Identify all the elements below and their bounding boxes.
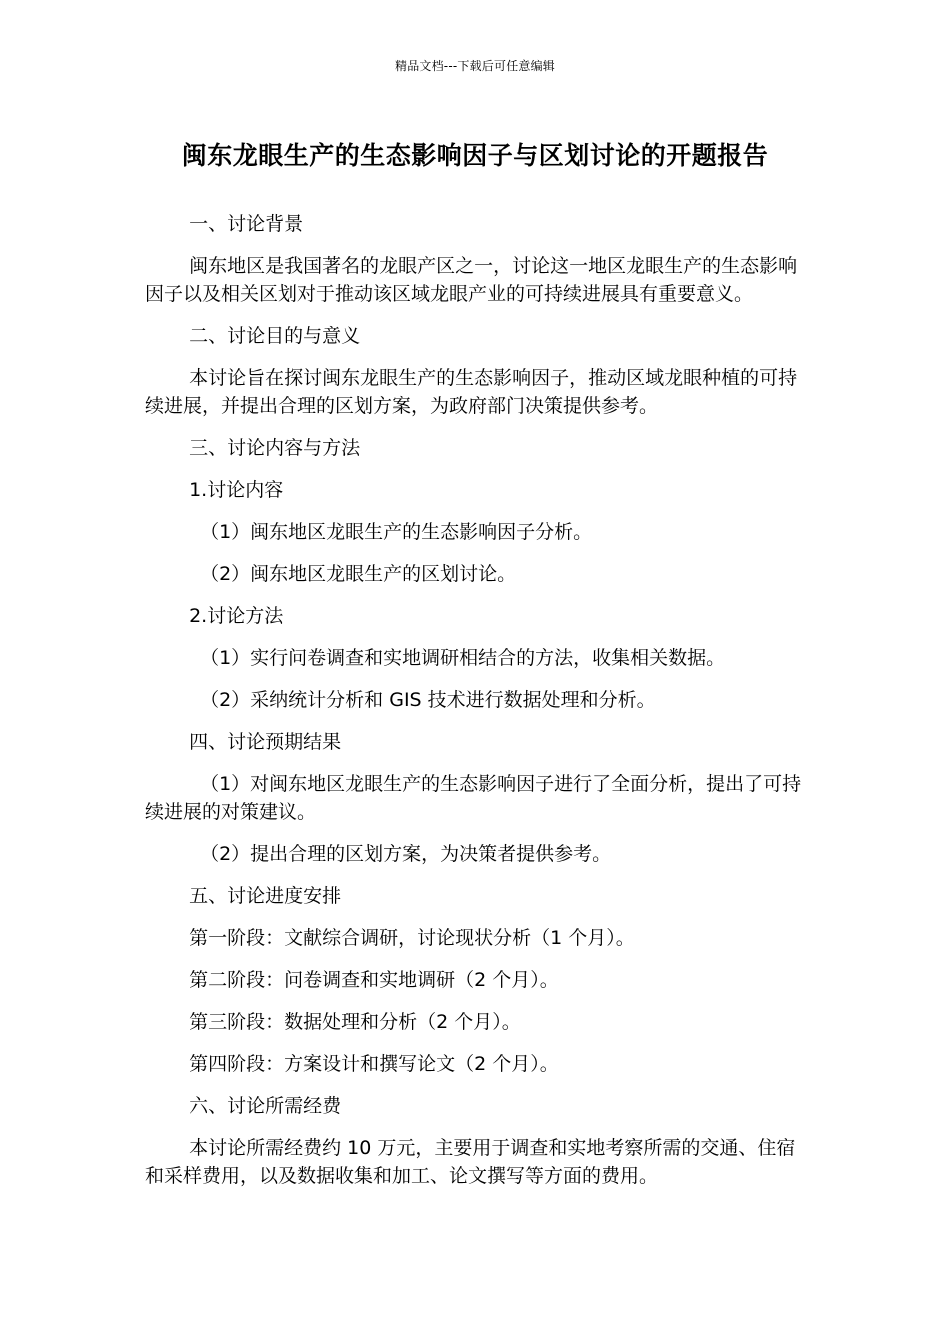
schedule-item: 第二阶段：问卷调查和实地调研（2 个月）。 [189,969,559,991]
section-heading-budget: 六、讨论所需经费 [189,1095,342,1117]
schedule-item: 第四阶段：方案设计和撰写论文（2 个月）。 [189,1053,559,1075]
list-item: （1）闽东地区龙眼生产的生态影响因子分析。 [200,521,593,543]
subheading-method: 2.讨论方法 [189,605,284,627]
schedule-item: 第一阶段：文献综合调研，讨论现状分析（1 个月）。 [189,927,635,949]
schedule-item: 第三阶段：数据处理和分析（2 个月）。 [189,1011,521,1033]
list-item: （2）提出合理的区划方案，为决策者提供参考。 [200,843,612,865]
section-heading-content-method: 三、讨论内容与方法 [189,437,361,459]
list-item: （1）对闽东地区龙眼生产的生态影响因子进行了全面分析，提出了可持续进展的对策建议。 [145,773,802,823]
list-item: （2）采纳统计分析和 GIS 技术进行数据处理和分析。 [200,689,656,711]
list-item: （2）闽东地区龙眼生产的区划讨论。 [200,563,517,585]
section-heading-purpose: 二、讨论目的与意义 [189,325,361,347]
list-item: （1）实行问卷调查和实地调研相结合的方法，收集相关数据。 [200,647,726,669]
section-heading-background: 一、讨论背景 [189,213,304,235]
header-note: 精品文档---下载后可任意编辑 [395,59,555,73]
paragraph-background: 闽东地区是我国著名的龙眼产区之一，讨论这一地区龙眼生产的生态影响因子以及相关区划对于推动该区域龙眼产业的可持续进展具有重要意义。 [145,255,798,305]
document-body [145,210,807,1204]
subheading-content: 1.讨论内容 [189,479,284,501]
document-title: 闽东龙眼生产的生态影响因子与区划讨论的开题报告 [181,141,769,170]
paragraph-purpose: 本讨论旨在探讨闽东龙眼生产的生态影响因子，推动区域龙眼种植的可持续进展，并提出合理的区划方案，为政府部门决策提供参考。 [145,367,798,417]
paragraph-budget: 本讨论所需经费约 10 万元，主要用于调查和实地考察所需的交通、住宿和采样费用，以及数据收集和加工、论文撰写等方面的费用。 [145,1137,796,1187]
section-heading-expected-results: 四、讨论预期结果 [189,731,342,753]
section-heading-schedule: 五、讨论进度安排 [189,885,342,907]
